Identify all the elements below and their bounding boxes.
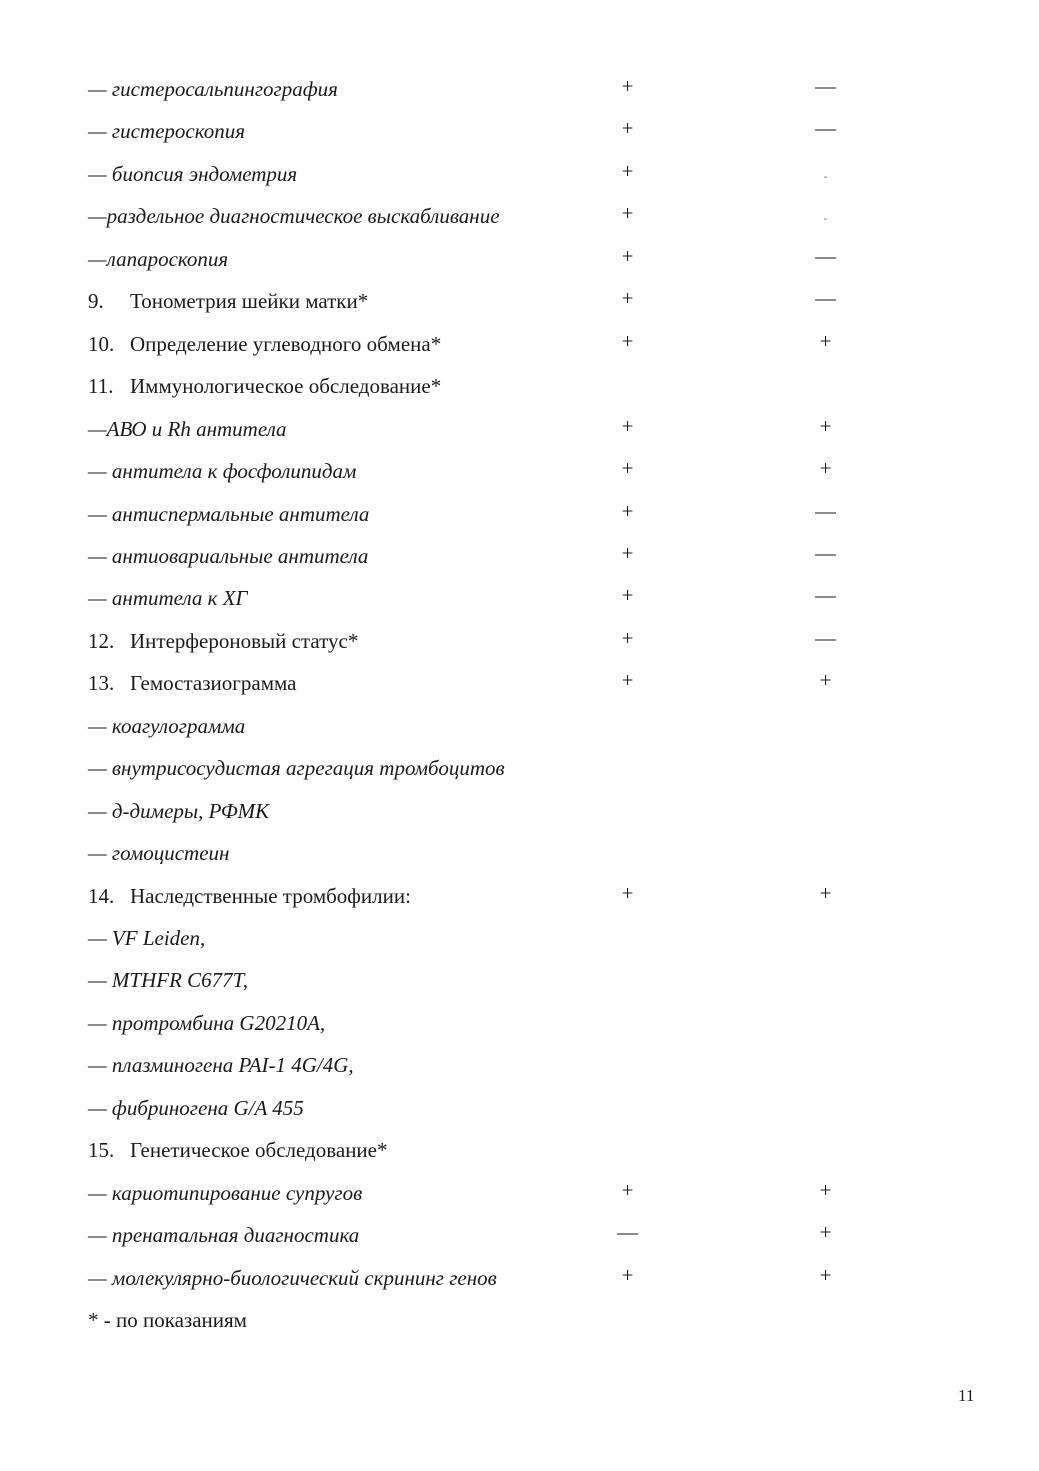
row-label xyxy=(88,1134,388,1166)
row-label: — фибриногена G/A 455 xyxy=(88,1096,304,1120)
row-label: — гомоцистеин xyxy=(88,841,230,865)
column-2-mark: — xyxy=(815,116,836,140)
column-2-mark: — xyxy=(815,541,836,565)
column-1-mark: + xyxy=(621,499,634,523)
row-label: — антитела к ХГ xyxy=(88,586,248,610)
footnote: * - по показаниям xyxy=(88,1308,247,1332)
table-row xyxy=(88,1134,888,1166)
row-label: — антитела к фосфолипидам xyxy=(88,459,357,483)
row-label: — гистеросальпингография xyxy=(88,77,338,101)
column-2-mark: + xyxy=(819,668,832,692)
table-row xyxy=(88,667,888,699)
column-1-mark: + xyxy=(621,286,634,310)
column-1-mark: + xyxy=(621,1263,634,1287)
column-1-mark: + xyxy=(621,456,634,480)
table-row xyxy=(88,1049,888,1081)
column-1-mark: + xyxy=(621,414,634,438)
item-number: 14. xyxy=(88,884,115,908)
row-label xyxy=(88,880,411,912)
row-label: — антиовариальные антитела xyxy=(88,544,369,568)
item-text: Интерфероновый статус* xyxy=(130,629,359,653)
item-number: 12. xyxy=(88,629,115,653)
column-1-mark: + xyxy=(621,201,634,225)
table-row xyxy=(88,582,888,614)
column-1-mark: + xyxy=(621,116,634,140)
table-row xyxy=(88,1092,888,1124)
column-2-mark: — xyxy=(815,499,836,523)
table-row xyxy=(88,115,888,147)
column-1-mark: + xyxy=(621,244,634,268)
table-row xyxy=(88,710,888,742)
column-2-mark: — xyxy=(815,244,836,268)
item-text: Тонометрия шейки матки* xyxy=(130,289,369,313)
column-2-mark: + xyxy=(819,414,832,438)
row-label: —АВО и Rh антитела xyxy=(88,417,287,441)
column-2-mark: - xyxy=(823,211,828,225)
row-label: — д-димеры, РФМК xyxy=(88,799,270,823)
row-label: — биопсия эндометрия xyxy=(88,162,298,186)
table-row xyxy=(88,158,888,190)
item-number: 15. xyxy=(88,1138,115,1162)
table-row xyxy=(88,752,888,784)
column-1-mark: + xyxy=(621,626,634,650)
row-label: —раздельное диагностическое выскабливание xyxy=(88,204,500,228)
table-row xyxy=(88,837,888,869)
column-2-mark: — xyxy=(815,74,836,98)
row-label xyxy=(88,328,441,360)
column-2-mark: + xyxy=(819,456,832,480)
column-1-mark: + xyxy=(621,668,634,692)
column-2-mark: — xyxy=(815,286,836,310)
table-row xyxy=(88,285,888,317)
row-label xyxy=(88,370,441,402)
column-2-mark: — xyxy=(815,583,836,607)
item-number: 10. xyxy=(88,332,115,356)
row-label: — пренатальная диагностика xyxy=(88,1223,360,1247)
row-label: — внутрисосудистая агрегация тромбоцитов xyxy=(88,756,505,780)
table-row xyxy=(88,964,888,996)
table-row xyxy=(88,370,888,402)
column-1-mark: + xyxy=(621,541,634,565)
table-row xyxy=(88,1177,888,1209)
item-number: 13. xyxy=(88,671,115,695)
item-number: 9. xyxy=(88,289,104,313)
row-label: — антиспермальные антитела xyxy=(88,502,370,526)
column-1-mark: + xyxy=(621,1178,634,1202)
row-label: — молекулярно-биологический скрининг генов xyxy=(88,1266,497,1290)
table-row xyxy=(88,243,888,275)
row-label: — кариотипирование супругов xyxy=(88,1181,363,1205)
item-number: 11. xyxy=(88,374,114,398)
item-text: Генетическое обследование* xyxy=(130,1138,388,1162)
table-row xyxy=(88,795,888,827)
column-2-mark: + xyxy=(819,1220,832,1244)
row-label: —лапароскопия xyxy=(88,247,229,271)
table-row xyxy=(88,625,888,657)
column-2-mark: + xyxy=(819,329,832,353)
table-row xyxy=(88,1262,888,1294)
column-2-mark: + xyxy=(819,881,832,905)
row-label: — плазминогена PAI-1 4G/4G, xyxy=(88,1053,354,1077)
table-row xyxy=(88,328,888,360)
table-row xyxy=(88,73,888,105)
column-1-mark: + xyxy=(621,583,634,607)
item-text: Иммунологическое обследование* xyxy=(130,374,442,398)
column-1-mark: — xyxy=(617,1220,638,1244)
row-label: — протромбина G20210A, xyxy=(88,1011,326,1035)
column-1-mark: + xyxy=(621,329,634,353)
table-row xyxy=(88,1219,888,1251)
table-row xyxy=(88,498,888,530)
item-text: Гемостазиограмма xyxy=(130,671,297,695)
table-row xyxy=(88,880,888,912)
column-1-mark: + xyxy=(621,74,634,98)
column-1-mark: + xyxy=(621,159,634,183)
column-2-mark: + xyxy=(819,1263,832,1287)
row-label: — коагулограмма xyxy=(88,714,246,738)
item-text: Определение углеводного обмена* xyxy=(130,332,442,356)
item-text: Наследственные тромбофилии: xyxy=(130,884,411,908)
column-1-mark: + xyxy=(621,881,634,905)
column-2-mark: + xyxy=(819,1178,832,1202)
column-2-mark: - xyxy=(823,169,828,183)
table-row xyxy=(88,922,888,954)
column-2-mark: — xyxy=(815,626,836,650)
row-label xyxy=(88,667,296,699)
table-row xyxy=(88,413,888,445)
table-row xyxy=(88,455,888,487)
row-label xyxy=(88,285,368,317)
table-row xyxy=(88,200,888,232)
row-label xyxy=(88,625,358,657)
table-row xyxy=(88,540,888,572)
page-number: 11 xyxy=(958,1386,975,1405)
table-row xyxy=(88,1007,888,1039)
row-label: — MTHFR C677T, xyxy=(88,968,249,992)
row-label: — гистероскопия xyxy=(88,119,246,143)
row-label: — VF Leiden, xyxy=(88,926,206,950)
